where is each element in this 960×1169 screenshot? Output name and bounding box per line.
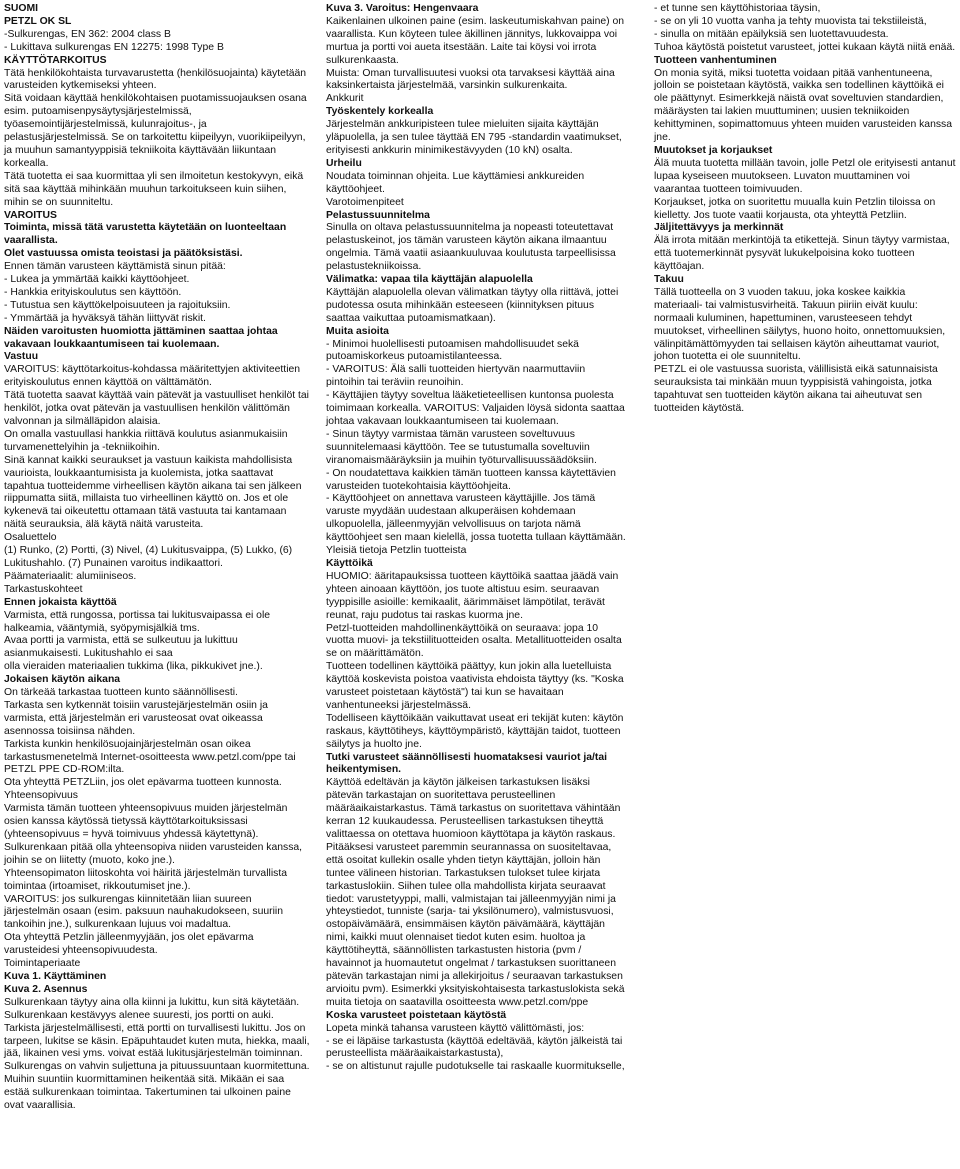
section-heading: Urheilu <box>326 157 362 169</box>
paragraph: Sulkurenkaan täytyy aina olla kiinni ja lukittu, kun sitä käytetään. <box>4 996 300 1008</box>
section-heading: Jäljitettävyys ja merkinnät <box>654 222 784 234</box>
paragraph: VAROITUS: jos sulkurengas kiinnitetään liian suureen järjestelmän osaan (esim. paksuun nauhakudokseen, suuriin tankoihin jne.), sulkurenkaan lujuus voi madaltua. <box>4 893 283 931</box>
paragraph: PETZL ei ole vastuussa suorista, välillisistä eikä satunnaisista seurauksista tai minkään muun tyyppisistä vahingoista, jotka tapahtuvat sen tuotteiden käytön aikana tai aiheutuvat sen tuotteiden käytöstä. <box>654 364 938 415</box>
paragraph: Kaikenlainen ulkoinen paine (esim. laskeutumiskahvan paine) on vaarallista. Kun köyteen tulee äkillinen jännitys, lukkovaippa voi murtua ja portti voi aueta itsestään. Laite tai köysi voi irrota sulkurenkaasta. <box>326 15 625 66</box>
paragraph: Tuotteen todellinen käyttöikä päättyy, kun jokin alla luetelluista käyttöä koskevista poistoa vaativista ehdoista täyttyy (ks. "Koska varusteet poistetaan käytöstä") tai kun se havaitaan vanhentuneeksi järjestelmässä. <box>326 661 624 711</box>
section-heading: Vastuu <box>4 351 39 363</box>
paragraph: Sinulla on oltava pelastussuunnitelma ja nopeasti toteutettavat pelastuskeinot, jos tämän varusteen käytön aikana ilmaantuu ongelmia. Tämä vaatii asiaankuuluvaa koulutusta tarpeellisissa pelastustekniikoissa. <box>326 222 616 273</box>
paragraph: On tärkeää tarkastaa tuotteen kunto säännöllisesti. <box>4 687 238 699</box>
paragraph: Ota yhteyttä PETZLiin, jos olet epävarma tuotteen kunnosta. <box>4 777 282 789</box>
paragraph: - Käyttäjien täytyy soveltua lääketieteellisen kuntonsa puolesta toimimaan korkealla. VAROITUS: Valjaiden löysä sidonta saattaa johtaa vakavaan loukkaantumiseen tai kuolemaan. <box>326 390 625 427</box>
paragraph: - VAROITUS: Älä salli tuotteiden hiertyvän naarmuttaviin pintoihin tai teräviin reunoihin. <box>326 364 586 389</box>
section-heading: Kuva 1. Käyttäminen <box>4 970 107 982</box>
section-heading: Tutki varusteet säännöllisesti huomataksesi vauriot ja/tai heikentymisen. <box>326 751 608 776</box>
paragraph: Älä muuta tuotetta millään tavoin, jolle Petzl ole erityisesti antanut lupaa kyseiseen muutokseen. Luvaton muuttaminen voi vaarantaa tuotteen toimivuuden. <box>654 157 956 195</box>
paragraph: - Ymmärtää ja hyväksyä tähän liittyvät riskit. <box>4 312 206 324</box>
paragraph: Yleisiä tietoja Petzlin tuotteista <box>326 545 467 557</box>
paragraph: On omalla vastuullasi hankkia riittävä koulutus asianmukaisiin turvamenettelyihin ja -tekniikoihin. <box>4 428 288 453</box>
paragraph: Petzl-tuotteiden mahdollinenkäyttöikä on seuraava: jopa 10 vuotta muovi- ja tekstiilituotteiden osalta. Metallituotteiden osalta se on määrittämätön. <box>326 622 622 660</box>
paragraph: Ota yhteyttä Petzlin jälleenmyyjään, jos olet epävarma varusteidesi yhteensopivuudesta. <box>4 932 254 957</box>
section-heading: Käyttöikä <box>326 557 373 569</box>
paragraph: Korjaukset, jotka on suoritettu muualla kuin Petzlin tiloissa on kielletty. Jos tuote vaatii korjausta, ota yhteyttä Petzliin. <box>654 196 936 221</box>
paragraph: VAROITUS: käyttötarkoitus-kohdassa määritettyjen aktiviteettien erityiskoulutus ennen käyttöä on välttämätön. <box>4 364 301 389</box>
paragraph: Tätä tuotetta saavat käyttää vain pätevät ja vastuulliset henkilöt tai henkilöt, jotka ovat pätevän ja vastuullisen henkilön välittömän valvonnan ja silmälläpidon alaisia. <box>4 390 309 427</box>
paragraph: - Käyttöohjeet on annettava varusteen käyttäjille. Jos tämä varuste myydään uudestaan alkuperäisen kohdemaan ulkopuolella, jälleenmyyjän velvollisuus on tarjota nämä käyttöohjeet sen maan kielellä, jossa tuotetta tullaan käyttämään. <box>326 493 626 544</box>
paragraph: Sulkurenkaan pitää olla yhteensopiva niiden varusteiden kanssa, joihin se on liitetty (muoto, koko jne.). <box>4 841 303 866</box>
paragraph: Tarkasta sen kytkennät toisiin varustejärjestelmän osiin ja varmista, että järjestelmän eri varusteosat ovat oikeassa asennossa toisiinsa nähden. <box>4 699 268 737</box>
paragraph: Sitä voidaan käyttää henkilökohtaisen puotamissuojauksen osana esim. putoamisenpysäytysjärjestelmissä, työasemointijärjestelmissä, kulunrajoitus-, ja pelastusjärjestelmissä. Se on tarkoitettu kiipeilyyn, vuorikiipeilyyn, ja muuhun samantyyppisiä tekniikoita käyttävään liikuntaan korkealla. <box>4 93 307 169</box>
paragraph: Todelliseen käyttöikään vaikuttavat useat eri tekijät kuten: käytön raskaus, käyttötiheys, käyttöympäristö, käyttäjän taidot, tuotteen säilytys ja huolto jne. <box>326 712 624 750</box>
section-heading: Koska varusteet poistetaan käytöstä <box>326 1009 507 1021</box>
section-heading: Välimatka: vapaa tila käyttäjän alapuolella <box>326 274 533 286</box>
paragraph: Tuhoa käytöstä poistetut varusteet, jottei kukaan käytä niitä enää. <box>654 41 956 53</box>
paragraph: Tätä tuotetta ei saa kuormittaa yli sen ilmoitetun kestokyvyn, eikä sitä saa käyttää mihinkään muuhun tarkoitukseen kuin siihen, mihin se on suunniteltu. <box>4 170 304 208</box>
paragraph: Käyttäjän alapuolella olevan välimatkan täytyy olla riittävä, jottei pudotessa osuta mihinkään esteeseen (kiinnityksen pituus saattaa vaikuttaa putoamismatkaan). <box>326 286 619 324</box>
column-right <box>654 3 956 416</box>
paragraph: Yhteensopivuus <box>4 790 78 802</box>
section-heading: Muutokset ja korjaukset <box>654 144 773 156</box>
paragraph: Yhteensopimaton liitoskohta voi häiritä järjestelmän turvallista toimintaa (irtoamiset, rikkoutumiset jne.). <box>4 867 287 892</box>
paragraph: Lopeta minkä tahansa varusteen käyttö välittömästi, jos: <box>326 1022 585 1034</box>
section-heading: Kuva 3. Varoitus: Hengenvaara <box>326 3 479 14</box>
section-heading: Ennen jokaista käyttöä <box>4 596 117 608</box>
column-middle <box>326 3 626 1074</box>
paragraph: Varmista, että rungossa, portissa tai lukitusvaipassa ei ole halkeamia, vääntymiä, syöpymisjälkiä tms. <box>4 609 271 634</box>
paragraph: - Tutustua sen käyttökelpoisuuteen ja rajoituksiin. <box>4 299 231 311</box>
paragraph: Tarkastuskohteet <box>4 583 83 595</box>
paragraph: Varmista tämän tuotteen yhteensopivuus muiden järjestelmän osien kanssa käytössä tietyssä käyttötarkoituksissasi (yhteensopivuus = hyvä toimivuus yhdessä käytettynä). <box>4 803 288 840</box>
paragraph: Tarkista kunkin henkilösuojainjärjestelmän osan oikea tarkastusmenetelmä Internet-osoitteesta www.petzl.com/ppe tai PETZL PPE CD-ROM:ilta. <box>4 738 296 776</box>
paragraph: - sinulla on mitään epäilyksiä sen luotettavuudesta. <box>654 28 889 40</box>
paragraph: Muista: Oman turvallisuutesi vuoksi ota tarvaksesi käyttää aina kaksinkertaista järjestelmää, varsinkin sulkurenkaita. <box>326 67 615 92</box>
paragraph: Tätä henkilökohtaista turvavarustetta (henkilösuojainta) käytetään varusteiden kytkemiseksi yhteen. <box>4 67 307 92</box>
paragraph: - Lukittava sulkurengas EN 12275: 1998 Type B <box>4 41 224 53</box>
paragraph: -Sulkurengas, EN 362: 2004 class B <box>4 28 171 40</box>
paragraph: Päämateriaalit: alumiiniseos. <box>4 570 137 582</box>
paragraph: - Hankkia erityiskoulutus sen käyttöön. <box>4 286 182 298</box>
section-heading: Pelastussuunnitelma <box>326 209 430 221</box>
paragraph: - Sinun täytyy varmistaa tämän varusteen soveltuvuus suunnitelemaasi käyttöön. Tee se tutustumalla soveltuviin viranomaismääräyksiin ja muihin työturvallisuussäädöksiin. <box>326 428 597 466</box>
paragraph: - Lukea ja ymmärtää kaikki käyttöohjeet. <box>4 274 190 286</box>
paragraph: - et tunne sen käyttöhistoriaa täysin, <box>654 3 821 14</box>
paragraph: Osaluettelo <box>4 532 57 544</box>
paragraph: Tällä tuotteella on 3 vuoden takuu, joka koskee kaikkia materiaali- tai valmistusvirheitä. Takuun piiriin eivät kuulu: normaali kuluminen, hapettuminen, varusteeseen tehdyt muutokset, virheellinen säilytys, huono hoito, onnettomuuksien, välinpitämättömyyden tai sellaisen käytön aiheuttamat vauriot, johon tuotetta ei ole suunniteltu. <box>654 286 946 363</box>
section-heading: KÄYTTÖTARKOITUS <box>4 54 107 66</box>
paragraph: Avaa portti ja varmista, että se sulkeutuu ja lukittuu asianmukaisesti. Lukitushahlo ei saa <box>4 635 238 660</box>
paragraph: HUOMIO: ääritapauksissa tuotteen käyttöikä saattaa jäädä vain yhteen ainoaan käyttöön, jos tuote altistuu esim. seuraavan tyyppisille asioille: kemikaalit, äärimmäiset lämpötilat, terävät reunat, raju pudotus tai raskas kuorma jne. <box>326 570 619 621</box>
paragraph: - On noudatettava kaikkien tämän tuotteen kanssa käytettävien varusteiden tuotekohtaisia käyttöohjeita. <box>326 467 616 492</box>
paragraph: - Minimoi huolellisesti putoamisen mahdollisuudet sekä putoamiskorkeus putoamistilanteessa. <box>326 338 579 363</box>
paragraph: - se on yli 10 vuotta vanha ja tehty muovista tai tekstiileistä, <box>654 15 927 27</box>
paragraph: Varotoimenpiteet <box>326 196 404 208</box>
paragraph: Sulkurenkaan kestävyys alenee suuresti, jos portti on auki. Tarkista järjestelmällisesti, että portti on turvallisesti lukittu. Jos on tarpeen, lukitse se käsin. Epäpuhtaudet kuten muta, hiekka, maali, jää, likainen vesi yms. voivat estää lukitusjärjestelmän toiminnan. <box>4 1009 310 1060</box>
paragraph: Älä irrota mitään merkintöjä ta etikettejä. Sinun täytyy varmistaa, että tuotemerkinnät pysyvät lukukelpoisina koko tuotteen käyttöajan. <box>654 235 950 273</box>
paragraph: Noudata toiminnan ohjeita. Lue käyttämiesi ankkureiden käyttöohjeet. <box>326 170 585 195</box>
paragraph: Käyttöä edeltävän ja käytön jälkeisen tarkastuksen lisäksi pätevän tarkastajan on suoritettava perusteellinen määräaikaistarkastus. Tämä tarkastus on suoritettava vähintään kerran 12 kuukaudessa. Perusteellisen tarkastuksen tiheyttä valittaessa on otettava huomioon käyttötapa ja käytön raskaus. Pitääksesi varusteet paremmin seurannassa on suositeltavaa, että osoitat kullekin osalle yhden tietyn käyttäjän, jolloin hän tuntee välineen historian. Tarkastuksen tulokset tulee kirjata tarkastuslokiin. Siihen tulee olla mahdollista kirjata seuraavat tiedot: varustetyyppi, malli, valmistajan tai jälleenmyyjän nimi ja yhteystiedot, tunniste (sarja- tai yksilönumero), valmistusvuosi, ostopäivämäärä, ensimmäisen käytön päivämäärä, käyttäjän nimi, kaikki muut olennaiset tiedot kuten esim. huoltoa ja käyttötiheyttä, säännöllisten tarkastusten historia (pvm / havainnot ja huomautetut ongelmat / tarkastuksen suorittaneen pätevän tarkastajan nimi ja allekirjoitus / seuraavan tarkastuksen arvioitu pvm). Esimerkki yksityiskohtaisesta tarkastuslokista sekä muita tietoja on saatavilla osoitteesta www.petzl.com/ppe <box>326 777 625 1008</box>
paragraph: Toimintaperiaate <box>4 958 81 970</box>
section-heading: Olet vastuussa omista teoistasi ja päätöksistäsi. <box>4 248 243 260</box>
paragraph: On monia syitä, miksi tuotetta voidaan pitää vanhentuneena, jolloin se poistetaan käytöstä, vaikka sen todellinen käyttöikä ei ole päättynyt. Esimerkkejä näistä ovat soveltuvien standardien, määräysten tai lakien muuttuminen; uusien tekniikoiden kehittyminen, sopimattomuus yhteen muiden varusteiden kanssa jne. <box>654 67 953 144</box>
section-heading: Takuu <box>654 274 684 286</box>
section-heading: Työskentely korkealla <box>326 106 434 118</box>
paragraph: Ennen tämän varusteen käyttämistä sinun pitää: <box>4 261 226 273</box>
paragraph: Sinä kannat kaikki seuraukset ja vastuun kaikista mahdollisista vaurioista, loukkaantumisista ja kuolemista, jotka saattavat tapahtua tuotteidemme virheellisen käytön aikana tai sen jälkeen riippumatta siitä, millaista tuo virheellinen käyttö on. Jos et ole kykenevä tai oikeutettu ottamaan tätä vastuuta tai kantamaan näitä seurauksia, älä käytä näitä varusteita. <box>4 454 302 531</box>
paragraph: Järjestelmän ankkuripisteen tulee mieluiten sijaita käyttäjän yläpuolella, ja sen tulee täyttää EN 795 -standardin vaatimukset, erityisesti ankkurin minimikestävyyden (10 kN) osalta. <box>326 119 622 156</box>
section-heading: Kuva 2. Asennus <box>4 983 88 995</box>
paragraph: Sulkurengas on vahvin suljettuna ja pituussuuntaan kuormitettuna. Muihin suuntiin kuormittaminen heikentää sitä. Mikään ei saa estää sulkurenkaan toimintaa. Takertuminen tai ulkoinen paine ovat vaarallisia. <box>4 1061 310 1112</box>
section-heading: Näiden varoitusten huomiotta jättäminen saattaa johtaa vakavaan loukkaantumiseen tai kuolemaan. <box>4 325 278 350</box>
section-heading: Toiminta, missä tätä varustetta käytetään on luonteeltaan vaarallista. <box>4 222 287 247</box>
paragraph: olla vieraiden materiaalien tukkima (lika, pikkukivet jne.). <box>4 661 263 673</box>
paragraph: (1) Runko, (2) Portti, (3) Nivel, (4) Lukitusvaippa, (5) Lukko, (6) Lukitushahlo. (7) Punainen varoitus indikaattori. <box>4 545 293 569</box>
section-heading: Muita asioita <box>326 325 389 337</box>
paragraph: - se on altistunut rajulle pudotukselle tai raskaalle kuormitukselle, <box>326 1061 625 1073</box>
paragraph: Ankkurit <box>326 93 364 105</box>
section-heading: Jokaisen käytön aikana <box>4 674 121 686</box>
section-heading: PETZL OK SL <box>4 15 72 27</box>
section-heading: SUOMI <box>4 3 39 14</box>
section-heading: Tuotteen vanhentuminen <box>654 54 777 66</box>
paragraph: - se ei läpäise tarkastusta (käyttöä edeltävää, käytön jälkeistä tai perusteellista määräaikaistarkastusta), <box>326 1035 623 1060</box>
column-left <box>4 3 310 1113</box>
section-heading: VAROITUS <box>4 209 57 221</box>
